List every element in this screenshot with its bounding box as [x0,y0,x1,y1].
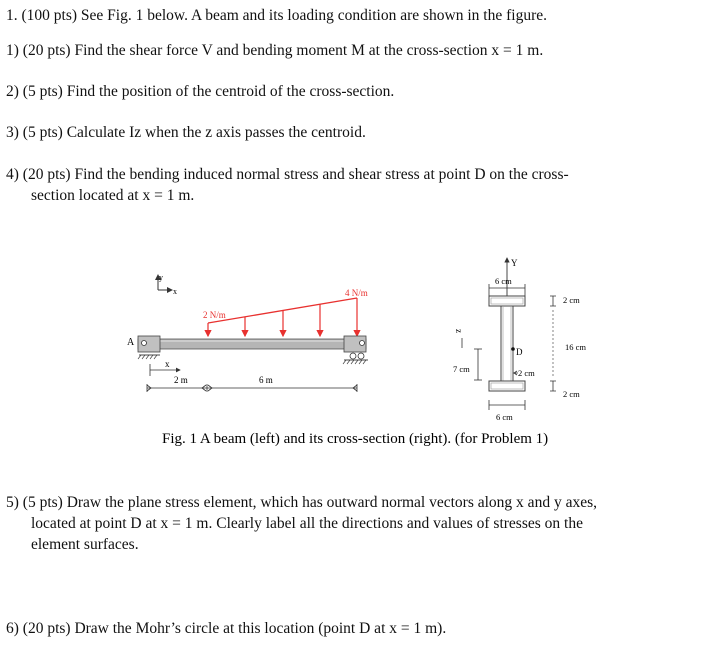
question-5-line-1: 5) (5 pts) Draw the plane stress element, which has outward normal vectors along x and y axes, [6,494,597,511]
beam-x-axis-label: x [173,287,177,296]
load-end-label: 4 N/m [345,288,368,298]
question-4-line-1: 4) (20 pts) Find the bending induced normal stress and shear stress at point D on the cross- [6,166,569,183]
question-2: 2) (5 pts) Find the position of the centroid of the cross-section. [6,83,395,100]
dim-2m-label: 2 m [174,375,188,385]
problem-header: 1. (100 pts) See Fig. 1 below. A beam and its loading condition are shown in the figure. [6,7,547,24]
cross-section [453,258,586,422]
load-start-label: 2 N/m [203,310,226,320]
distributed-load [203,288,368,336]
support-a-label: A [127,337,135,348]
question-1: 1) (20 pts) Find the shear force V and bending moment M at the cross-section x = 1 m. [6,42,544,59]
section-z-axis-label: z [454,329,464,333]
bottom-width-label: 6 cm [496,412,513,422]
beam-axes [158,273,177,296]
top-flange-thickness-label: 2 cm [563,295,580,305]
question-4-line-2: section located at x = 1 m. [31,187,195,204]
figure-caption: Fig. 1 A beam (left) and its cross-section (right). (for Problem 1) [162,431,549,447]
beam-y-axis-label: y [159,273,163,282]
top-width-label: 6 cm [495,276,512,286]
web-width-label: 2 cm [518,368,535,378]
bottom-flange-thickness-label: 2 cm [563,389,580,399]
beam-dimensions [147,375,357,392]
question-5-line-2: located at point D at x = 1 m. Clearly label all the directions and values of stresses on the [31,515,583,532]
question-5-line-3: element surfaces. [31,536,139,553]
point-d-marker [511,347,515,351]
question-3: 3) (5 pts) Calculate Iz when the z axis passes the centroid. [6,124,366,141]
x-position-marker [150,359,180,376]
beam [127,336,368,364]
web-height-label: 16 cm [565,342,587,352]
x-marker-label: x [165,359,170,369]
section-y-axis-label: Y [511,258,518,268]
point-d-label: D [516,347,523,357]
dim-6m-label: 6 m [259,375,273,385]
question-6: 6) (20 pts) Draw the Mohr’s circle at this location (point D at x = 1 m). [6,620,447,637]
d-height-label: 7 cm [453,364,470,374]
